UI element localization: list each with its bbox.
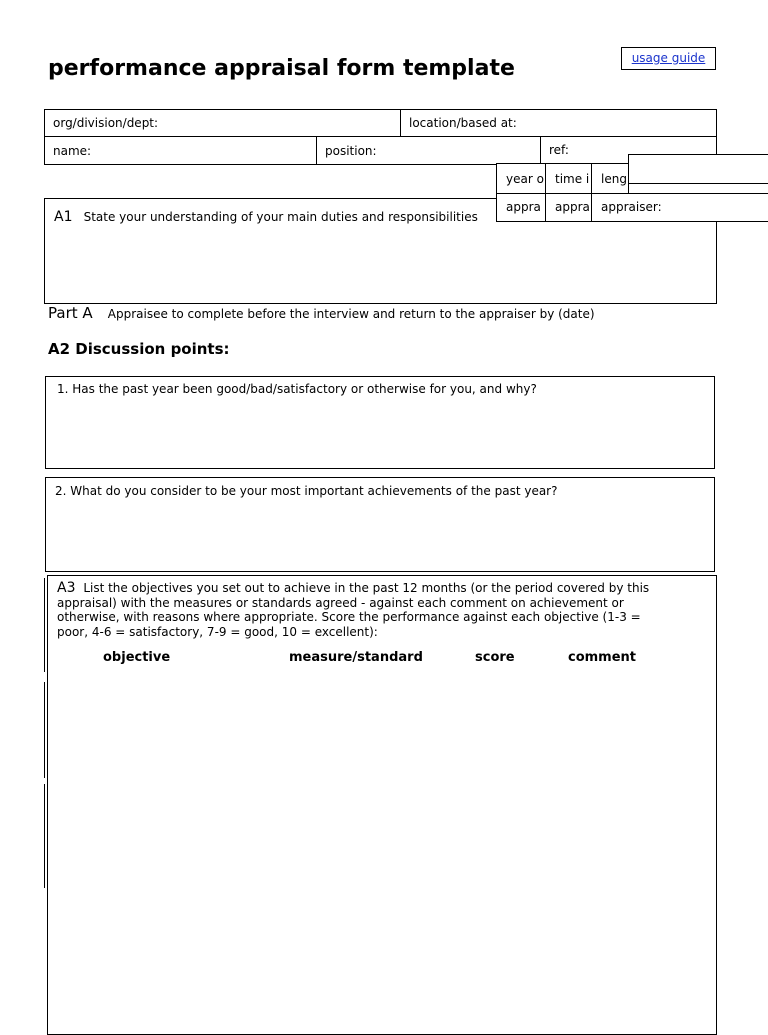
a1-text: State your understanding of your main duties and responsibilities — [83, 210, 478, 224]
length-label: leng — [601, 172, 627, 186]
a3-instructions — [57, 581, 707, 639]
position-label: position: — [325, 144, 377, 158]
page-title: performance appraisal form template — [48, 56, 515, 81]
usage-guide-box — [621, 47, 716, 70]
a3-line-1: List the objectives you set out to achieve in the past 12 months (or the period covered by this — [83, 581, 650, 595]
a3-column-comment: comment — [568, 650, 637, 665]
name-label: name: — [53, 144, 92, 158]
org-division-dept-label: org/division/dept: — [53, 116, 159, 130]
a1-label: A1 — [54, 209, 73, 225]
year-label: year o — [506, 172, 544, 186]
a3-column-score: score — [475, 650, 515, 665]
time-field[interactable] — [545, 163, 592, 194]
appraisal-field[interactable] — [545, 193, 592, 222]
a3-line-4: poor, 4-6 = satisfactory, 7-9 = good, 10 = excellent): — [57, 624, 378, 639]
a2-question-1: 1. Has the past year been good/bad/satisfactory or otherwise for you, and why? — [57, 382, 537, 396]
position-field[interactable] — [316, 136, 541, 165]
usage-guide-link[interactable]: usage guide — [631, 51, 706, 65]
part-a-line — [48, 303, 595, 322]
appraisal-label: appra — [555, 200, 590, 214]
appraiser-label: appraiser: — [601, 200, 662, 214]
a2-heading: A2 Discussion points: — [48, 340, 230, 358]
ref-label: ref: — [549, 143, 569, 157]
a1-header — [54, 206, 478, 225]
a2-question-2-box[interactable] — [45, 477, 715, 572]
year-field[interactable] — [496, 163, 546, 194]
a3-label: A3 — [57, 580, 76, 596]
a3-column-objective: objective — [103, 650, 171, 665]
part-a-label: Part A — [48, 304, 93, 322]
name-field[interactable] — [44, 136, 317, 165]
time-label: time i — [555, 172, 590, 186]
a2-question-2: 2. What do you consider to be your most important achievements of the past year? — [55, 484, 558, 498]
appraiser-field[interactable] — [591, 193, 768, 222]
length-field[interactable] — [591, 163, 629, 194]
a3-line-3: otherwise, with reasons where appropriate. Score the performance against each objective (1-3 = — [57, 610, 641, 625]
appraisee-label: appra — [506, 200, 541, 214]
org-division-dept-field[interactable] — [44, 109, 401, 137]
appraisee-field[interactable] — [496, 193, 546, 222]
location-label: location/based at: — [409, 116, 517, 130]
location-field[interactable] — [400, 109, 717, 137]
length-value-field[interactable] — [628, 154, 768, 184]
a2-question-1-box[interactable] — [45, 376, 715, 469]
part-a-text: Appraisee to complete before the interview and return to the appraiser by (date) — [107, 307, 595, 321]
a3-line-2: appraisal) with the measures or standards agreed - against each comment on achievement or — [57, 595, 624, 610]
a3-box[interactable] — [47, 575, 717, 1035]
a3-column-measure: measure/standard — [289, 650, 423, 665]
